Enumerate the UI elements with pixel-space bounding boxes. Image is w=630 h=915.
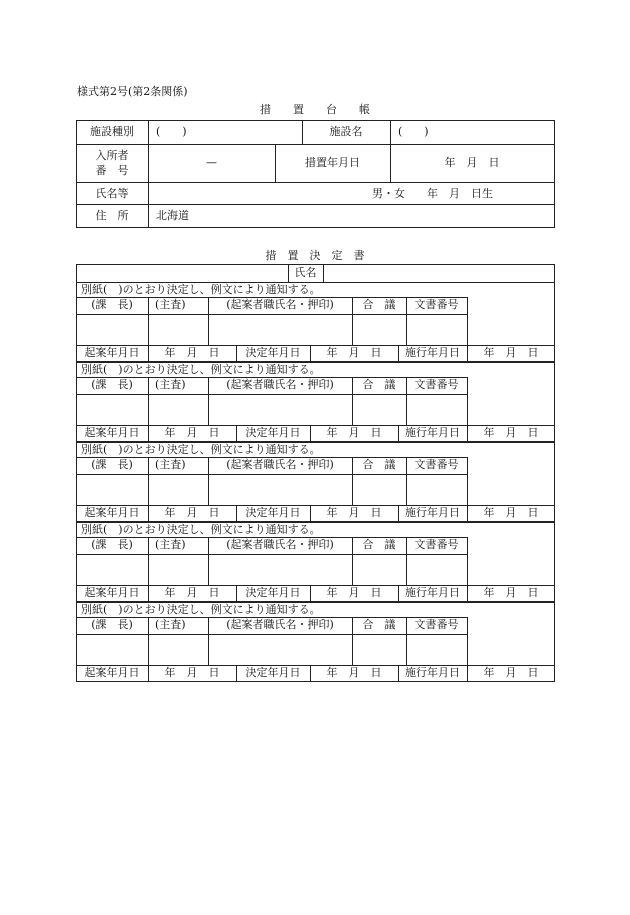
chief-label: (課 長): [91, 538, 133, 551]
decision-notice: 別紙( )のとおり決定し、例文により通知する。: [81, 283, 321, 296]
decision-notice: 別紙( )のとおり決定し、例文により通知する。: [81, 523, 321, 536]
doc-number-label: 文書番号: [414, 458, 459, 471]
decision-notice: 別紙( )のとおり決定し、例文により通知する。: [81, 603, 321, 616]
enforce-date-value: 年 月 日: [483, 506, 539, 519]
shusa-label: (主査): [155, 458, 186, 471]
decision-date-label: 決定年月日: [245, 506, 301, 519]
decision-title: 措 置 決 定 書: [265, 249, 365, 262]
decision-notice: 別紙( )のとおり決定し、例文により通知する。: [81, 443, 321, 456]
shusa-label: (主査): [155, 378, 186, 391]
consult-label: 合 議: [362, 458, 396, 471]
draft-date-label: 起案年月日: [84, 586, 140, 599]
enforce-date-label: 施行年月日: [405, 346, 460, 359]
decision-date-value: 年 月 日: [326, 586, 382, 599]
decision-date-label: 決定年月日: [245, 666, 301, 679]
decision-date-label: 決定年月日: [245, 346, 301, 359]
enforce-date-label: 施行年月日: [405, 426, 460, 439]
drafter-label: (起案者職氏名・押印): [226, 458, 334, 471]
shusa-label: (主査): [155, 538, 186, 551]
consult-label: 合 議: [362, 618, 396, 631]
draft-date-value: 年 月 日: [164, 666, 220, 679]
draft-date-value: 年 月 日: [164, 506, 220, 519]
drafter-label: (起案者職氏名・押印): [226, 378, 334, 391]
draft-date-label: 起案年月日: [84, 426, 140, 439]
facility-name-label: 施設名: [329, 125, 363, 138]
consult-label: 合 議: [362, 378, 396, 391]
decision-date-value: 年 月 日: [326, 426, 382, 439]
consult-label: 合 議: [362, 298, 396, 311]
consult-label: 合 議: [362, 538, 396, 551]
resident-number-label: 入所者: [95, 149, 129, 162]
enforce-date-label: 施行年月日: [405, 586, 460, 599]
decision-name-label: 氏名: [294, 266, 317, 279]
draft-date-label: 起案年月日: [84, 346, 140, 359]
enforce-date-value: 年 月 日: [483, 426, 539, 439]
decision-date-label: 決定年月日: [245, 426, 301, 439]
drafter-label: (起案者職氏名・押印): [226, 298, 334, 311]
decision-notice: 別紙( )のとおり決定し、例文により通知する。: [81, 363, 321, 376]
sex-birth-value: 男・女 年 月 日生: [372, 187, 493, 200]
facility-type-value: ( ): [156, 125, 187, 138]
draft-date-value: 年 月 日: [164, 346, 220, 359]
chief-label: (課 長): [91, 458, 133, 471]
doc-number-label: 文書番号: [414, 378, 459, 391]
drafter-label: (起案者職氏名・押印): [226, 618, 334, 631]
enforce-date-value: 年 月 日: [483, 666, 539, 679]
address-value: 北海道: [156, 209, 189, 222]
enforce-date-label: 施行年月日: [405, 666, 460, 679]
decision-date-label: 決定年月日: [245, 586, 301, 599]
enforce-date-value: 年 月 日: [483, 346, 539, 359]
draft-date-value: 年 月 日: [164, 426, 220, 439]
draft-date-value: 年 月 日: [164, 586, 220, 599]
measure-date-label: 措置年月日: [305, 156, 360, 169]
shusa-label: (主査): [155, 298, 186, 311]
enforce-date-value: 年 月 日: [483, 586, 539, 599]
drafter-label: (起案者職氏名・押印): [226, 538, 334, 551]
decision-date-value: 年 月 日: [326, 506, 382, 519]
measure-date-value: 年 月 日: [444, 156, 500, 169]
name-label: 氏名等: [95, 187, 129, 200]
doc-number-label: 文書番号: [414, 538, 459, 551]
resident-number-label-2: 番 号: [95, 164, 129, 177]
chief-label: (課 長): [91, 618, 133, 631]
resident-number-value: —: [206, 156, 217, 169]
shusa-label: (主査): [155, 618, 186, 631]
ledger-title: 措 置 台 帳: [260, 103, 370, 116]
address-label: 住 所: [95, 209, 129, 222]
doc-number-label: 文書番号: [414, 618, 459, 631]
facility-name-value: ( ): [398, 125, 429, 138]
form-number: 様式第2号(第2条関係): [77, 85, 188, 98]
draft-date-label: 起案年月日: [84, 506, 140, 519]
decision-date-value: 年 月 日: [326, 346, 382, 359]
draft-date-label: 起案年月日: [84, 666, 140, 679]
facility-type-label: 施設種別: [90, 125, 134, 138]
doc-number-label: 文書番号: [414, 298, 459, 311]
decision-date-value: 年 月 日: [326, 666, 382, 679]
chief-label: (課 長): [91, 298, 133, 311]
enforce-date-label: 施行年月日: [405, 506, 460, 519]
chief-label: (課 長): [91, 378, 133, 391]
